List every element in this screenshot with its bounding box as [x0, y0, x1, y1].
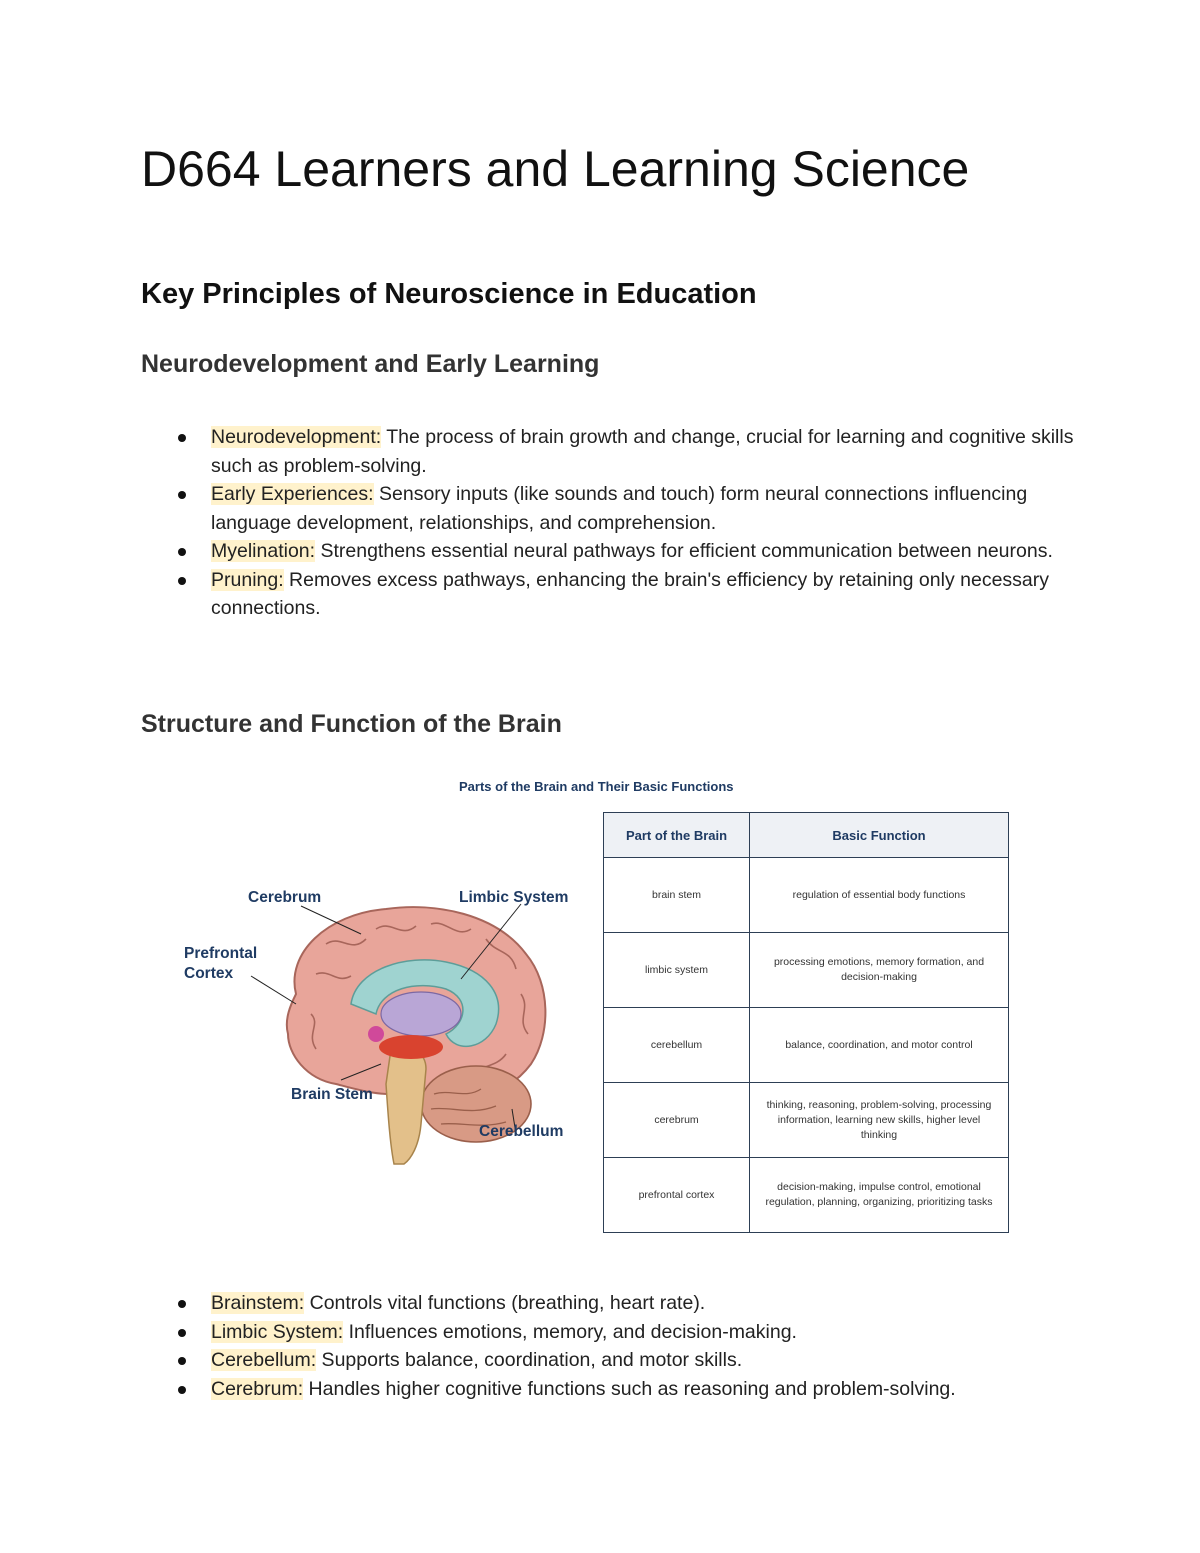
table-cell-part: prefrontal cortex [604, 1158, 750, 1233]
list-item-term: Neurodevelopment: [211, 426, 382, 448]
hypothalamus-shape [368, 1026, 384, 1042]
table-row [604, 1008, 1009, 1083]
list-item-term: Early Experiences: [211, 483, 374, 505]
list-item-text: Handles higher cognitive functions such as reasoning and problem-solving. [303, 1377, 956, 1400]
neurodevelopment-list [211, 423, 1081, 623]
table-row [604, 933, 1009, 1008]
list-item-term: Limbic System: [211, 1320, 344, 1343]
list-item-text: Sensory inputs (like sounds and touch) form neural connections influencing language development, relationships, and comprehension. [211, 483, 1028, 534]
list-item-term: Myelination: [211, 540, 316, 562]
list-item-text: Removes excess pathways, enhancing the brain's efficiency by retaining only necessary connections. [211, 568, 1049, 619]
label-cerebrum: Cerebrum [248, 889, 322, 906]
list-item-term: Cerebrum: [211, 1377, 304, 1400]
document-title: D664 Learners and Learning Science [141, 141, 970, 197]
label-limbic-system: Limbic System [459, 889, 569, 906]
table-cell-function: processing emotions, memory formation, and decision-making [750, 933, 1009, 1008]
table-header-row [604, 813, 1009, 858]
table-cell-part: cerebellum [604, 1008, 750, 1083]
section-heading: Key Principles of Neuroscience in Education [141, 278, 757, 310]
subsection-heading-brain-structure: Structure and Function of the Brain [141, 710, 562, 738]
list-item [211, 1289, 1081, 1318]
subsection-heading-neurodevelopment: Neurodevelopment and Early Learning [141, 350, 600, 378]
table-row [604, 1083, 1009, 1158]
brain-stem-shape [386, 1048, 426, 1164]
list-item [211, 423, 1081, 480]
label-cortex: Cortex [184, 965, 234, 982]
list-item [211, 480, 1081, 537]
list-item [211, 1346, 1081, 1375]
table-header-part: Part of the Brain [604, 813, 750, 858]
list-item [211, 1375, 1081, 1404]
label-cerebellum: Cerebellum [479, 1123, 564, 1140]
brain-parts-list [211, 1289, 1081, 1403]
pons-shape [379, 1035, 443, 1059]
list-item-term: Pruning: [211, 568, 284, 591]
list-item-text: Influences emotions, memory, and decision-making. [343, 1320, 797, 1343]
list-item [211, 537, 1081, 566]
list-item [211, 566, 1081, 623]
thalamus-shape [381, 992, 461, 1036]
table-row [604, 858, 1009, 933]
brain-functions-table [603, 812, 1009, 1233]
table-cell-part: limbic system [604, 933, 750, 1008]
table-cell-function: thinking, reasoning, problem-solving, processing information, learning new skills, higher level thinking [750, 1083, 1009, 1158]
table-cell-function: decision-making, impulse control, emotional regulation, planning, organizing, prioritizing tasks [750, 1158, 1009, 1233]
table-header-function: Basic Function [750, 813, 1009, 858]
table-cell-function: balance, coordination, and motor control [750, 1008, 1009, 1083]
label-brain-stem: Brain Stem [291, 1086, 373, 1103]
table-row [604, 1158, 1009, 1233]
list-item [211, 1318, 1081, 1347]
list-item-text: The process of brain growth and change, crucial for learning and cognitive skills such as problem-solving. [211, 426, 1074, 477]
list-item-term: Brainstem: [211, 1292, 305, 1314]
list-item-text: Supports balance, coordination, and motor skills. [316, 1349, 743, 1371]
list-item-term: Cerebellum: [211, 1349, 317, 1371]
brain-figure [176, 774, 1016, 1244]
list-item-text: Strengthens essential neural pathways for efficient communication between neurons. [315, 540, 1053, 562]
table-cell-function: regulation of essential body functions [750, 858, 1009, 933]
list-item-text: Controls vital functions (breathing, heart rate). [304, 1292, 706, 1314]
table-cell-part: brain stem [604, 858, 750, 933]
table-cell-part: cerebrum [604, 1083, 750, 1158]
label-prefrontal: Prefrontal [184, 945, 258, 962]
figure-title: Parts of the Brain and Their Basic Functions [459, 779, 734, 794]
